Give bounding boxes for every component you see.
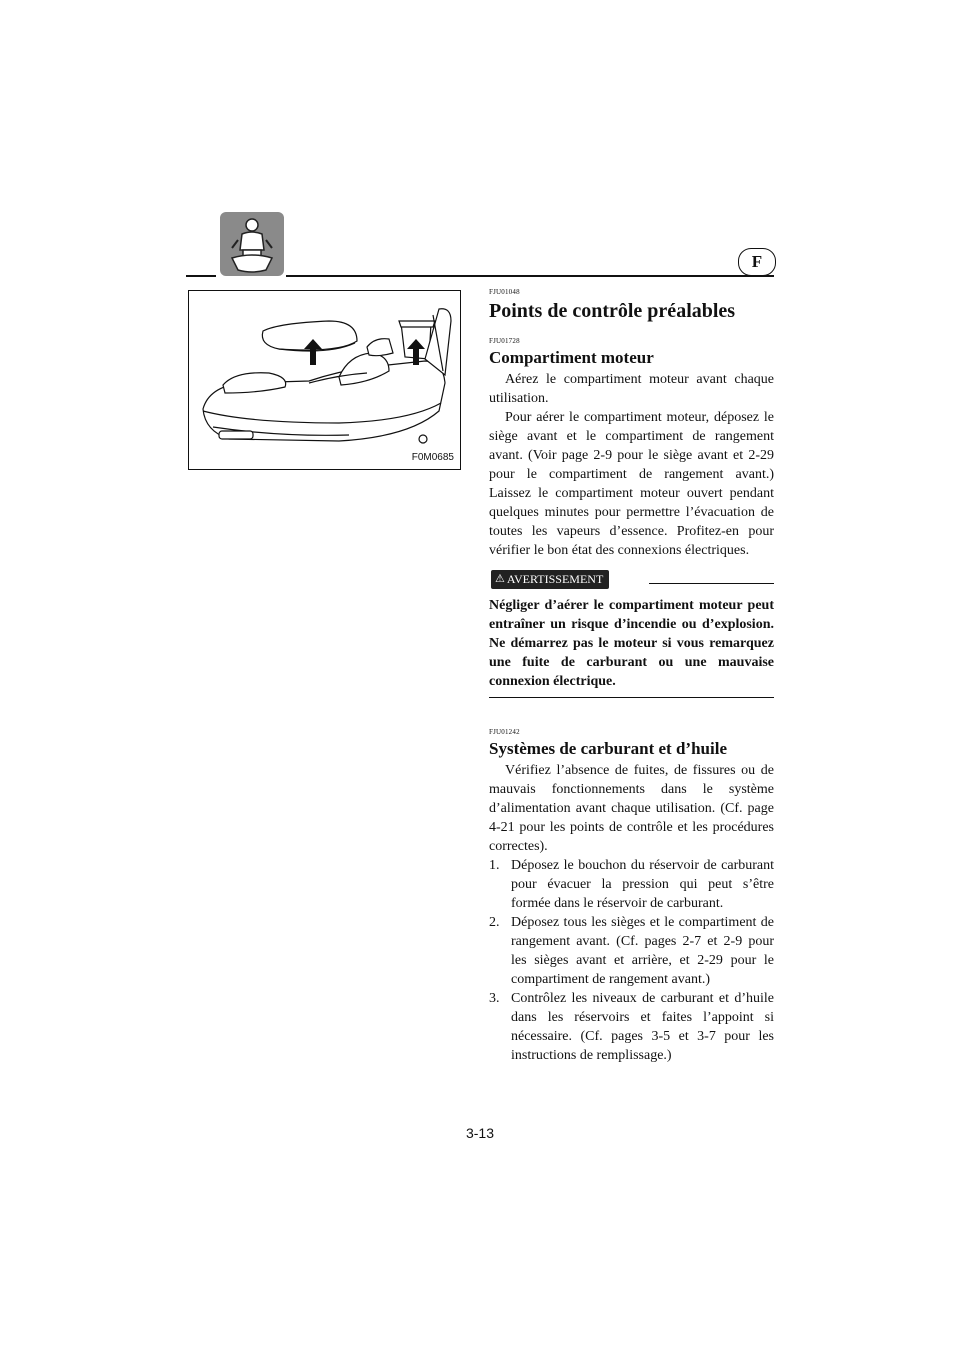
fuel-steps-list xyxy=(489,856,774,1065)
section-letter: F xyxy=(751,252,763,271)
engine-section-code: FJU01728 xyxy=(489,337,520,345)
page-number: 3-13 xyxy=(465,1125,495,1141)
fuel-section-title: Systèmes de carburant et d’huile xyxy=(489,739,727,758)
warning-triangle-icon: ⚠ xyxy=(495,573,505,585)
list-item: 2. Déposez tous les sièges et le compartiment de rangement avant. (Cf. pages 2-7 et 2-9 pour les sièges avant et arrière, et 2-29 pour le compartiment de rangement avant.) xyxy=(489,915,774,987)
engine-section-title: Compartiment moteur xyxy=(489,348,654,367)
warning-text: Négliger d’aérer le compartiment moteur peut entraîner un risque d’incendie ou d’explosion. Ne démarrez pas le moteur si vous remarquez une fuite de carburant ou une mauvaise connexion électrique. xyxy=(489,598,774,689)
figure-code: F0M0685 xyxy=(411,452,454,463)
list-item: 3. Contrôlez les niveaux de carburant et d’huile dans les réservoirs et faites l’appoint si nécessaire. (Cf. pages 3-5 et 3-7 pour les instructions de remplissage.) xyxy=(489,991,774,1063)
fuel-intro: Vérifiez l’absence de fuites, de fissures ou de mauvais fonctionnements dans le système d’alimentation avant chaque utilisation. (Cf. page 4-21 pour les points de contrôle et les procédures correctes). xyxy=(489,763,774,854)
section-code: FJU01048 xyxy=(489,288,520,296)
watercraft-drawing xyxy=(189,291,460,469)
engine-paragraph-1: Aérez le compartiment moteur avant chaque utilisation. xyxy=(489,372,774,406)
engine-paragraph-2: Pour aérer le compartiment moteur, déposez le siège avant et le compartiment de rangement avant. (Voir page 2-9 pour le siège avant et 2-29 pour le compartiment de rangement avant.) Laissez le compartiment moteur ouvert pendant quelques minutes pour permettre l’évacuation de toutes les vapeurs d’essence. Profitez-en pour vérifier le bon état des connexions électriques. xyxy=(489,410,774,558)
section-title: Points de contrôle préalables xyxy=(489,300,736,322)
list-item: 1. Déposez le bouchon du réservoir de carburant pour évacuer la pression qui peut s’être formée dans le réservoir de carburant. xyxy=(489,858,774,911)
watercraft-illustration xyxy=(188,290,461,470)
section-letter-badge xyxy=(738,248,776,276)
content-column xyxy=(489,288,774,1065)
warning-header xyxy=(489,570,774,590)
fuel-section-code: FJU01242 xyxy=(489,728,520,736)
rider-watercraft-icon xyxy=(220,212,284,276)
warning-label: AVERTISSEMENT xyxy=(506,572,604,586)
warning-badge xyxy=(491,570,609,589)
